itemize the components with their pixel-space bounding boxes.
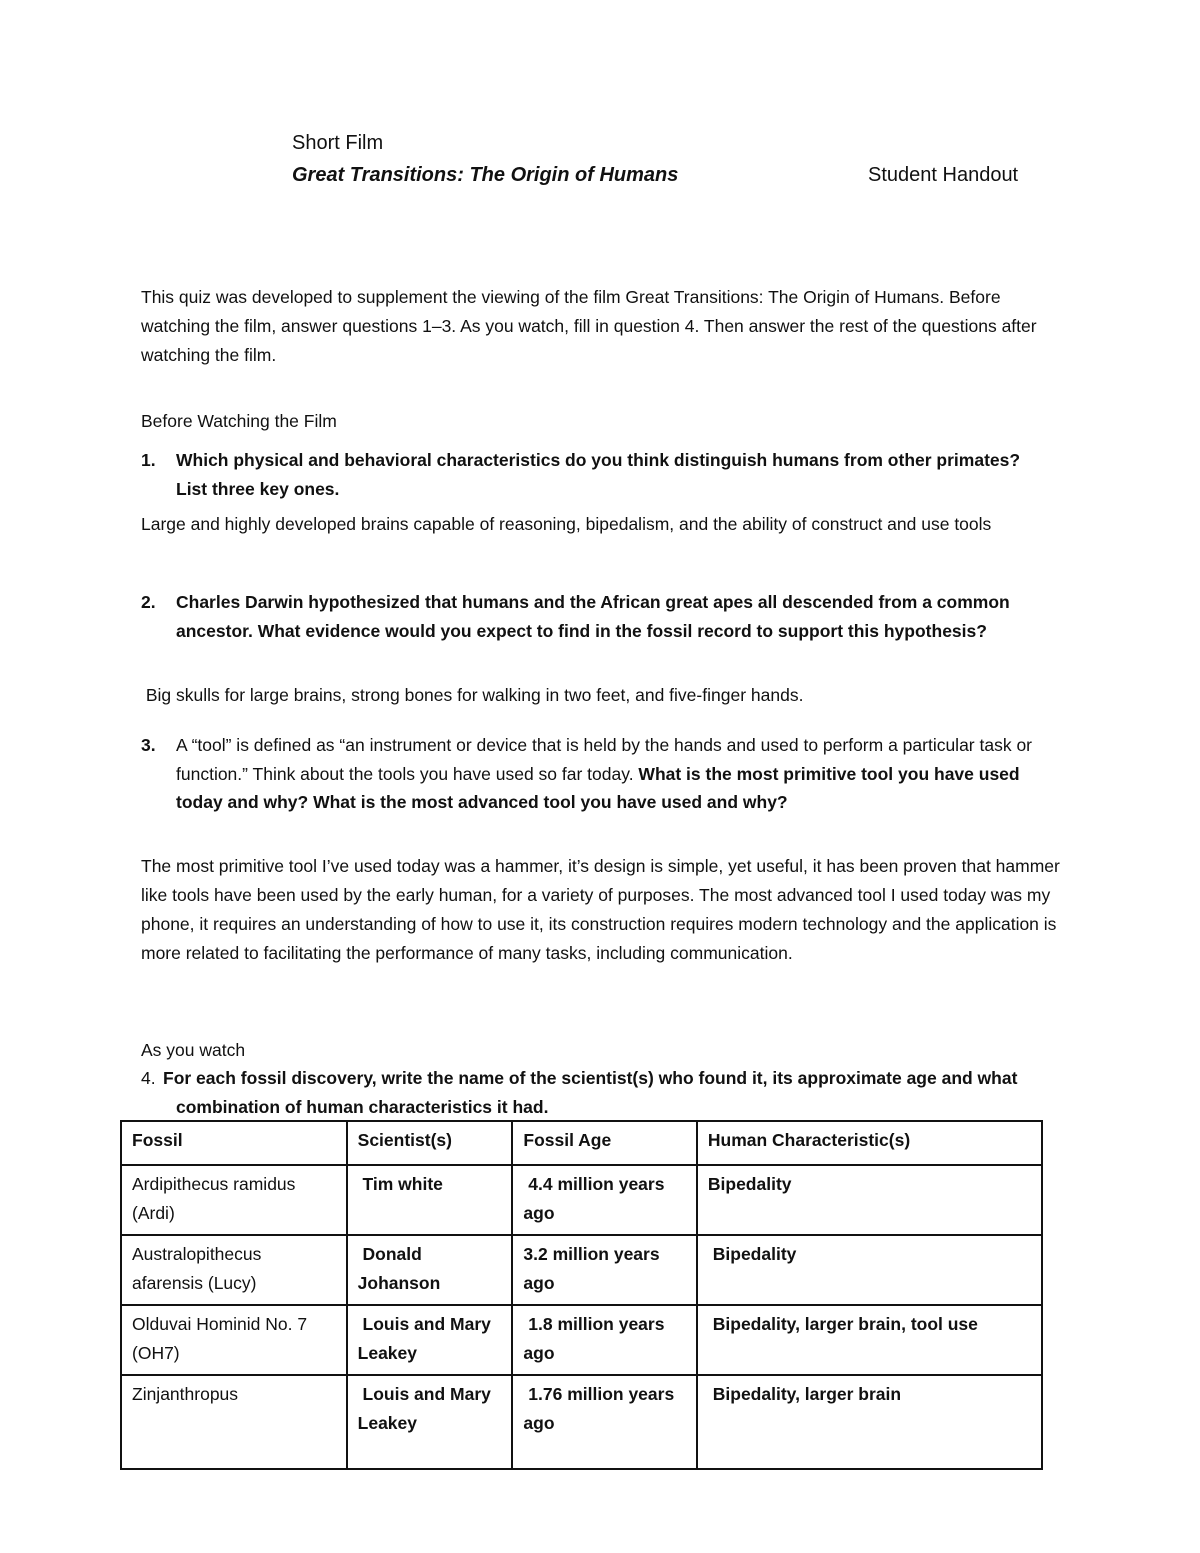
human-characteristics: Bipedality [697, 1235, 1042, 1305]
table-header-human-characteristics: Human Characteristic(s) [697, 1121, 1042, 1165]
question-3-text [176, 731, 1051, 817]
before-watching-heading: Before Watching the Film [141, 411, 337, 431]
scientist-name: Louis and Mary Leakey [347, 1305, 513, 1375]
fossil-age: 3.2 million years ago [512, 1235, 696, 1305]
fossil-table [120, 1120, 1043, 1470]
scientist-name: Donald Johanson [347, 1235, 513, 1305]
question-2-text: Charles Darwin hypothesized that humans and the African great apes all descended from a common ancestor. What evidence would you expect to find in the fossil record to support this hypothesis? [176, 592, 1010, 641]
answer-2: Big skulls for large brains, strong bones for walking in two feet, and five-finger hands. [141, 685, 804, 705]
table-header-row [121, 1121, 1042, 1165]
table-row [121, 1235, 1042, 1305]
fossil-name: Australopithecus afarensis (Lucy) [121, 1235, 347, 1305]
human-characteristics: Bipedality, larger brain [697, 1375, 1042, 1469]
fossil-name: Zinjanthropus [121, 1375, 347, 1469]
header-student-handout: Student Handout [868, 164, 1019, 186]
table-header-scientists: Scientist(s) [347, 1121, 513, 1165]
question-1 [141, 446, 1051, 503]
question-2-number: 2. [141, 592, 156, 612]
header-short-film: Short Film [292, 132, 384, 154]
table-row [121, 1305, 1042, 1375]
question-3 [141, 731, 1051, 817]
question-3-number: 3. [141, 735, 156, 755]
question-3-definition: A “tool” is defined as “an instrument or device that is held by the hands and used to perform a particular task or function.” Think about the tools you have used so far today. [176, 735, 1033, 784]
fossil-age: 1.76 million years ago [512, 1375, 696, 1469]
question-4-text: For each fossil discovery, write the name of the scientist(s) who found it, its approximate age and what combination of human characteristics it had. [163, 1068, 1018, 1117]
question-1-text: Which physical and behavioral characteristics do you think distinguish humans from other primates? List three key ones. [176, 450, 1021, 499]
question-1-number: 1. [141, 450, 156, 470]
table-row [121, 1165, 1042, 1235]
table-row [121, 1375, 1042, 1469]
question-4-number: 4. [141, 1068, 156, 1088]
header-film-title: Great Transitions: The Origin of Humans [292, 164, 679, 186]
answer-3: The most primitive tool I’ve used today was a hammer, it’s design is simple, yet useful, it has been proven that hammer like tools have been used by the early human, for a variety of purposes. The most advanced tool I used today was my phone, it requires an understanding of how to use it, its construction requires modern technology and the application is more related to facilitating the performance of many tasks, including communication. [141, 856, 1060, 963]
fossil-age: 4.4 million years ago [512, 1165, 696, 1235]
intro-paragraph: This quiz was developed to supplement the viewing of the film Great Transitions: The Origin of Humans. Before watching the film, answer questions 1–3. As you watch, fill in question 4. Then answer the rest of the questions after watching the film. [141, 287, 1037, 365]
question-3-prompt: What is the most primitive tool you have used today and why? What is the most advanced tool you have used and why? [176, 763, 1020, 812]
scientist-name: Tim white [347, 1165, 513, 1235]
question-4 [141, 1064, 1051, 1121]
scientist-name: Louis and Mary Leakey [347, 1375, 513, 1469]
human-characteristics: Bipedality, larger brain, tool use [697, 1305, 1042, 1375]
human-characteristics: Bipedality [697, 1165, 1042, 1235]
fossil-name: Olduvai Hominid No. 7 (OH7) [121, 1305, 347, 1375]
table-header-fossil-age: Fossil Age [512, 1121, 696, 1165]
as-you-watch-heading: As you watch [141, 1040, 246, 1060]
fossil-age: 1.8 million years ago [512, 1305, 696, 1375]
table-header-fossil: Fossil [121, 1121, 347, 1165]
fossil-name: Ardipithecus ramidus (Ardi) [121, 1165, 347, 1235]
question-2 [141, 588, 1051, 645]
answer-1: Large and highly developed brains capable of reasoning, bipedalism, and the ability of construct and use tools [141, 514, 992, 534]
